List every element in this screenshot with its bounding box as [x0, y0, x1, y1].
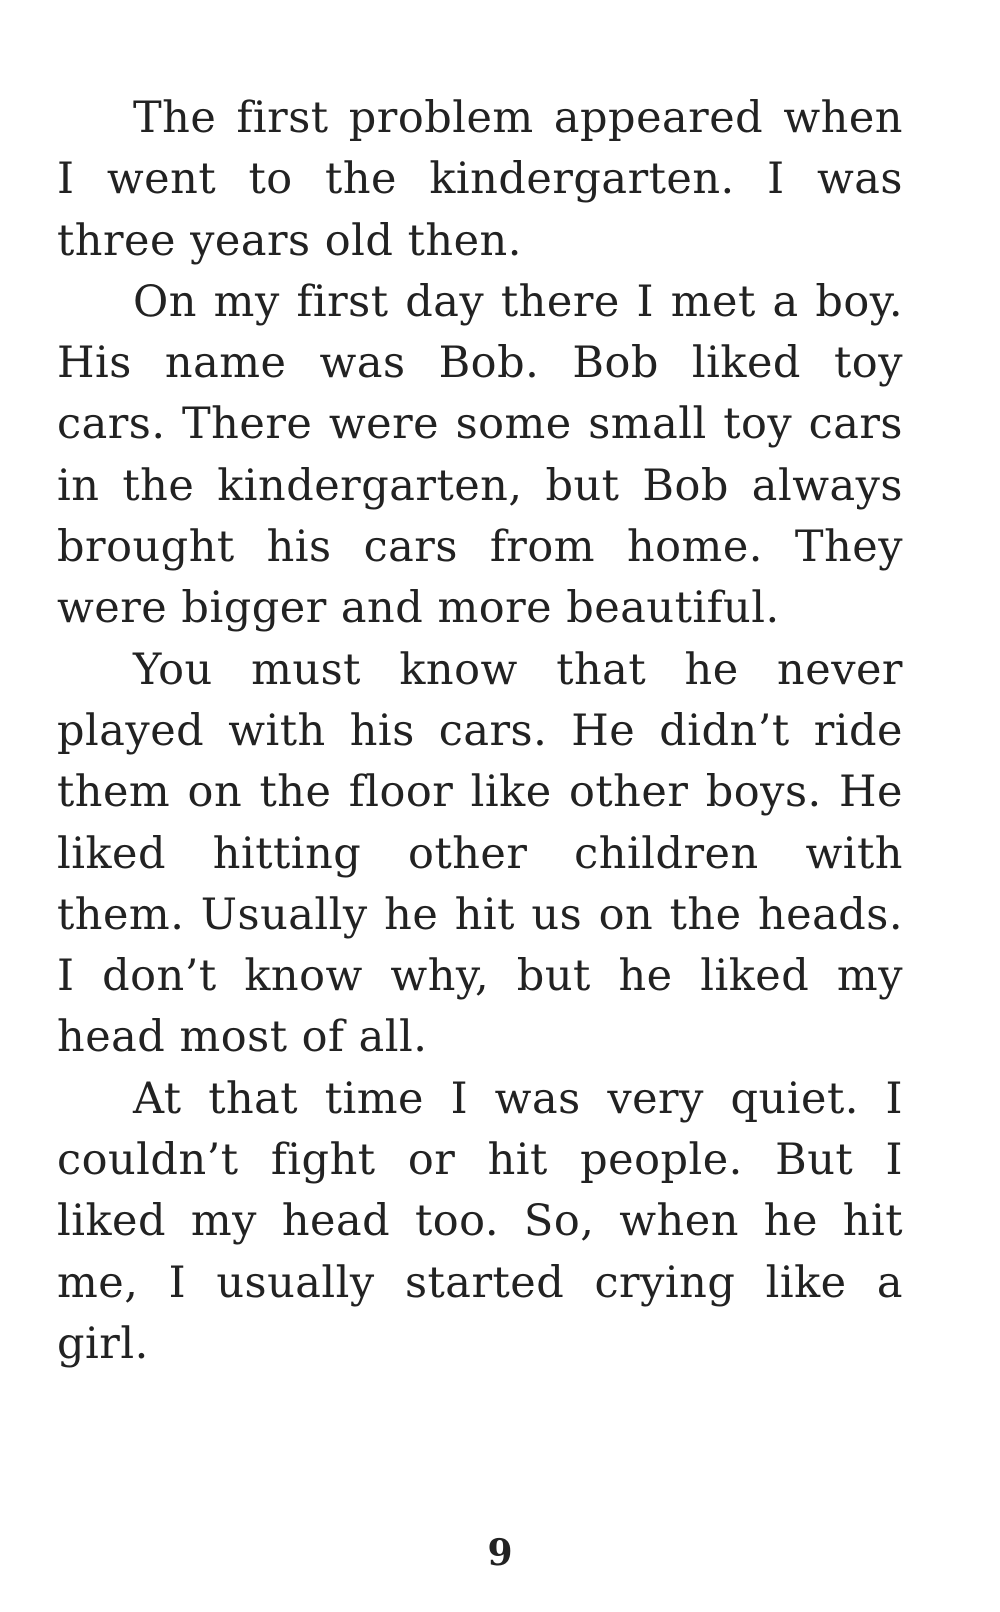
paragraph-4: At that time I was very quiet. I couldn’t fight or hit people. But I liked my head too. So, when he hit me, I usually started crying like a girl. [57, 1073, 903, 1369]
paragraph-2: On my first day there I met a boy. His name was Bob. Bob liked toy cars. There were some small toy cars in the kindergarten, but Bob always brought his cars from home. They were bigger and more beautiful. [57, 276, 903, 634]
body-text [57, 88, 903, 1375]
paragraph-1: The first problem appeared when I went to the kindergarten. I was three years old then. [57, 93, 903, 266]
paragraph-3: You must know that he never played with his cars. He didn’t ride them on the floor like other boys. He liked hitting other children with them. Usually he hit us on the heads. I don’t know why, but he liked my head most of all. [57, 644, 903, 1063]
page-number: 9 [487, 1532, 513, 1574]
